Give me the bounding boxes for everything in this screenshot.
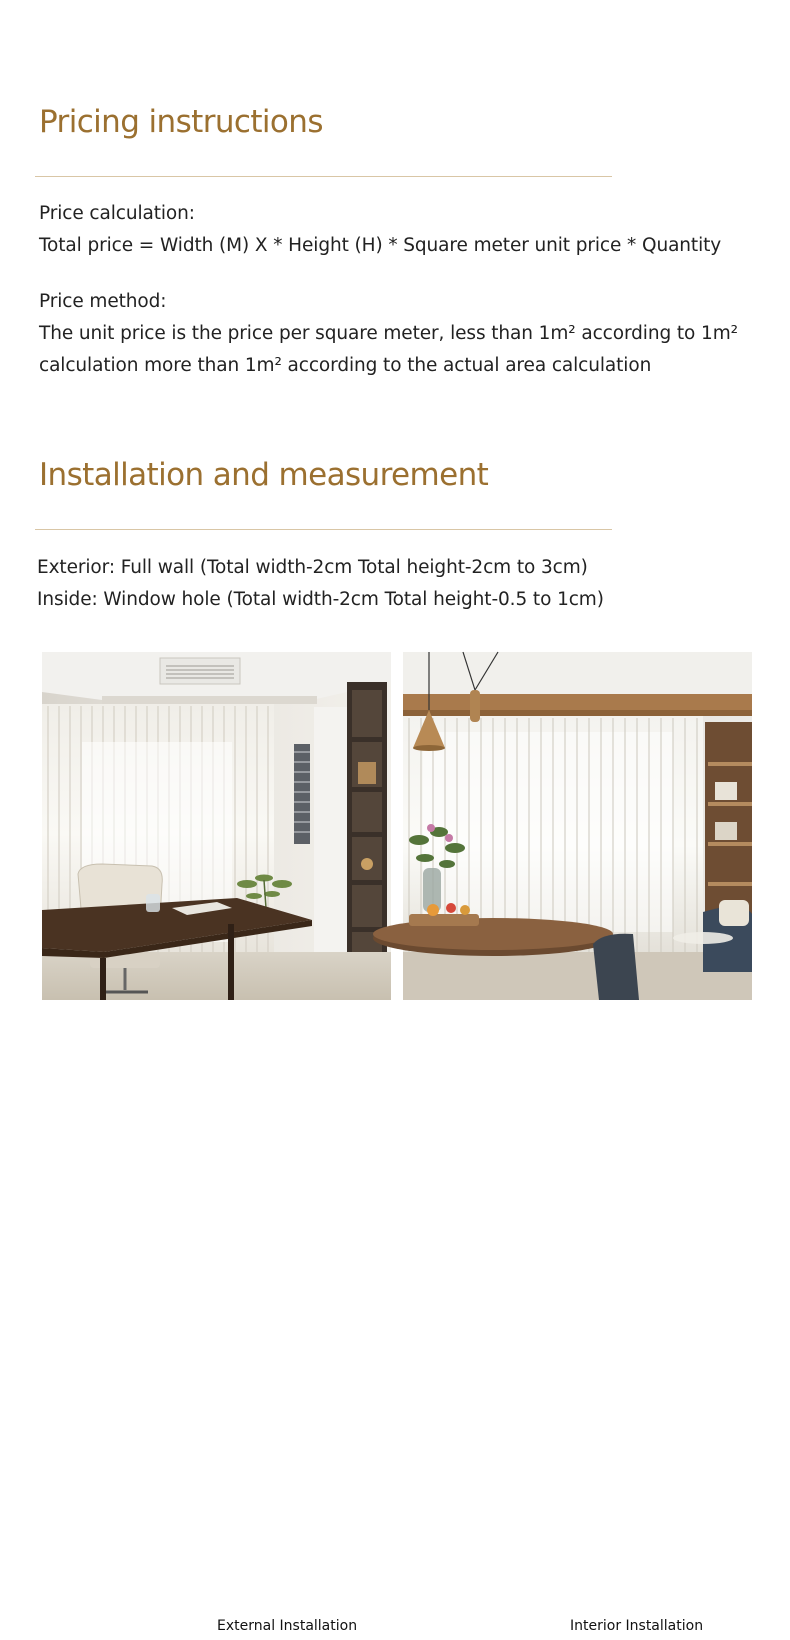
pricing-heading: Pricing instructions [39,104,323,140]
external-installation-caption: External Installation [208,1612,366,1640]
price-method-block [39,286,738,382]
exterior-measurement: Exterior: Full wall (Total width-2cm Total height-2cm to 3cm) [37,557,588,578]
installation-heading: Installation and measurement [39,457,489,493]
installation-divider [35,529,612,530]
interior-installation-photo [403,652,752,1634]
measurement-block [37,552,604,616]
price-method-line-2: calculation more than 1m² according to the actual area calculation [39,355,652,376]
external-installation-photo [42,652,391,1634]
price-formula: Total price = Width (M) X * Height (H) * Square meter unit price * Quantity [39,235,722,256]
price-method-line-1: The unit price is the price per square meter, less than 1m² according to 1m² [39,323,738,344]
interior-installation-caption: Interior Installation [555,1612,718,1640]
pricing-divider [35,176,612,177]
price-calculation-block [39,198,721,262]
price-method-label: Price method: [39,291,167,312]
price-calculation-label: Price calculation: [39,203,195,224]
inside-measurement: Inside: Window hole (Total width-2cm Total height-0.5 to 1cm) [37,589,604,610]
